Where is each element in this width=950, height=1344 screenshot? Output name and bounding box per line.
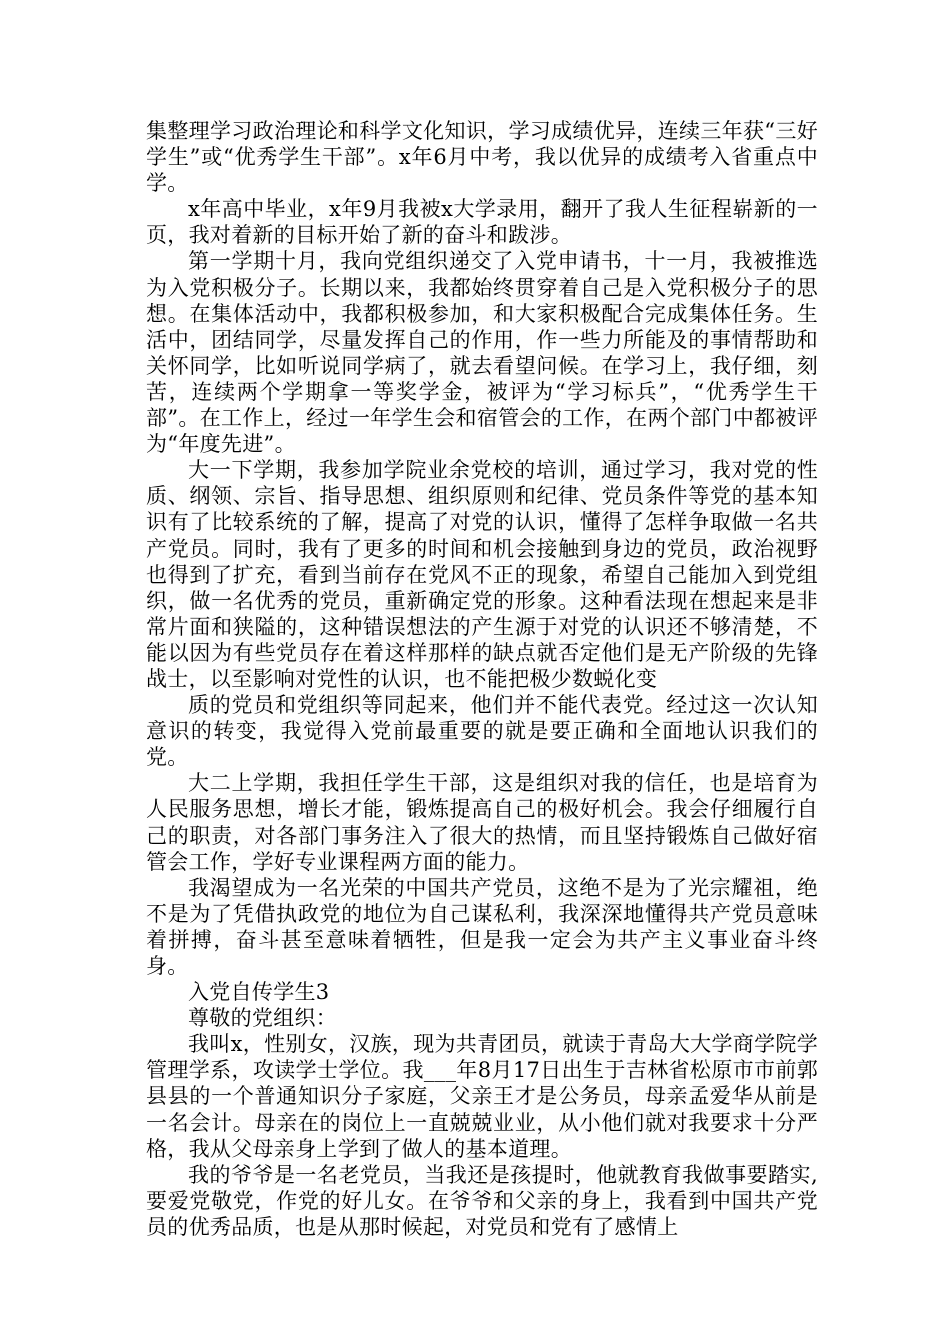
document-page — [146, 118, 818, 1240]
paragraph-6: 大二上学期，我担任学生干部，这是组织对我的信任，也是培育为人民服务思想，增长才能，锻炼提高自己的极好机会。我会仔细履行自己的职责，对各部门事务注入了很大的热情，而且坚持锻炼自己做好宿管会工作，学好专业课程两方面的能力。 — [146, 771, 818, 874]
paragraph-4: 大一下学期，我参加学院业余党校的培训，通过学习，我对党的性质、纲领、宗旨、指导思想、组织原则和纪律、党员条件等党的基本知识有了比较系统的了解，提高了对党的认识，懂得了怎样争取做一名共产党员。同时，我有了更多的时间和机会接触到身边的党员，政治视野也得到了扩充，看到当前存在党风不正的现象，希望自己能加入到党组织，做一名优秀的党员，重新确定党的形象。这种看法现在想起来是非常片面和狭隘的，这种错误想法的产生源于对党的认识还不够清楚，不能以因为有些党员存在着这样那样的缺点就否定他们是无产阶级的先锋战士，以至影响对党性的认识，也不能把极少数蜕化变 — [146, 458, 818, 691]
paragraph-5: 质的党员和党组织等同起来，他们并不能代表党。经过这一次认知意识的转变，我觉得入党前最重要的就是要正确和全面地认识我们的党。 — [146, 693, 818, 770]
paragraph-1: 集整理学习政治理论和科学文化知识，学习成绩优异，连续三年获“三好学生”或“优秀学生干部”。x年6月中考，我以优异的成绩考入省重点中学。 — [146, 119, 818, 196]
paragraph-7: 我渴望成为一名光荣的中国共产党员，这绝不是为了光宗耀祖，绝不是为了凭借执政党的地位为自己谋私利，我深深地懂得共产党员意味着拼搏，奋斗甚至意味着牺牲，但是我一定会为共产主义事业奋斗终身。 — [146, 875, 818, 978]
paragraph-2: x年高中毕业，x年9月我被x大学录用，翻开了我人生征程崭新的一页，我对着新的目标开始了新的奋斗和跋涉。 — [146, 197, 818, 248]
section-title: 入党自传学生3 — [188, 980, 330, 1005]
paragraph-11: 我的爷爷是一名老党员，当我还是孩提时，他就教育我做事要踏实,要爱党敬党，作党的好儿女。在爷爷和父亲的身上，我看到中国共产党员的优秀品质，也是从那时候起，对党员和党有了感情上 — [146, 1162, 818, 1239]
paragraph-3: 第一学期十月，我向党组织递交了入党申请书，十一月，我被推选为入党积极分子。长期以来，我都始终贯穿着自己是入党积极分子的思想。在集体活动中，我都积极参加，和大家积极配合完成集体任务。生活中，团结同学，尽量发挥自己的作用，作一些力所能及的事情帮助和关怀同学，比如听说同学病了，就去看望问候。在学习上，我仔细，刻苦，连续两个学期拿一等奖学金，被评为“学习标兵”，“优秀学生干部”。在工作上，经过一年学生会和宿管会的工作，在两个部门中都被评为“年度先进”。 — [146, 249, 818, 457]
paragraph-10: 我叫x，性别女，汉族，现为共青团员，就读于青岛大大学商学院学管理学系，攻读学士学位。我___年8月17日出生于吉林省松原市市前郭县县的一个普通知识分子家庭，父亲王才是公务员，母亲孟爱华从前是一名会计。母亲在的岗位上一直兢兢业业，从小他们就对我要求十分严格，我从父母亲身上学到了做人的基本道理。 — [146, 1032, 818, 1161]
salutation: 尊敬的党组织： — [188, 1006, 338, 1031]
